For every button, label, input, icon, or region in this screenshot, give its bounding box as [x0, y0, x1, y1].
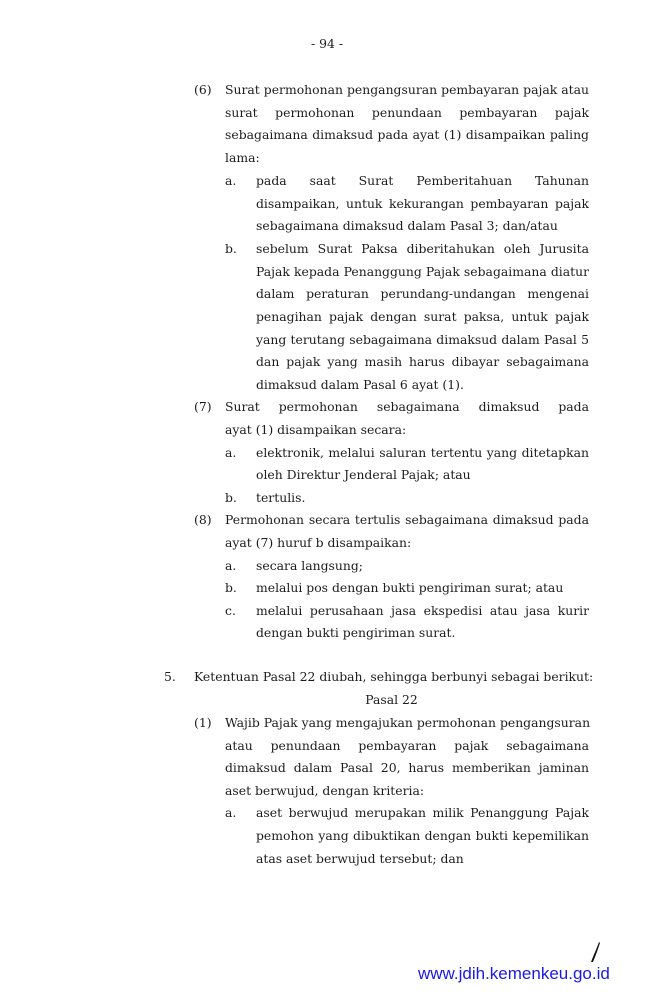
sub-text-line: disampaikan, untuk kekurangan pembayaran pajak: [256, 196, 589, 211]
sub-letter: b.: [225, 241, 237, 256]
sub-letter: a.: [225, 445, 237, 460]
sub-letter: a.: [225, 805, 237, 820]
sub-text-line: sebelum Surat Paksa diberitahukan oleh Jurusita: [256, 241, 589, 256]
ayat-text-line: sebagaimana dimaksud pada ayat (1) disampaikan paling: [225, 127, 589, 142]
sub-text-line: atas aset berwujud tersebut; dan: [256, 851, 464, 866]
sub-text-line: aset berwujud merupakan milik Penanggung Pajak: [256, 805, 589, 820]
ayat-number: (1): [194, 715, 212, 730]
ayat-number: (7): [194, 399, 212, 414]
sub-text-line: melalui pos dengan bukti pengiriman surat; atau: [256, 580, 564, 595]
sub-letter: c.: [225, 603, 236, 618]
ayat-text-line: Wajib Pajak yang mengajukan permohonan pengangsuran: [225, 715, 591, 730]
ayat-text-line: Surat permohonan pengangsuran pembayaran pajak atau: [225, 82, 589, 97]
sub-text-line: elektronik, melalui saluran tertentu yang ditetapkan: [256, 445, 589, 460]
sub-text-line: pada saat Surat Pemberitahuan Tahunan: [256, 173, 589, 188]
sub-letter: b.: [225, 490, 237, 505]
sub-text-line: dengan bukti pengiriman surat.: [256, 625, 456, 640]
section-text: Ketentuan Pasal 22 diubah, sehingga berbunyi sebagai berikut:: [194, 669, 594, 684]
sub-letter: a.: [225, 558, 237, 573]
sub-letter: a.: [225, 173, 237, 188]
ayat-text-line: Surat permohonan sebagaimana dimaksud pada: [225, 399, 589, 414]
footer-url[interactable]: www.jdih.kemenkeu.go.id: [418, 964, 610, 983]
ayat-text-line: ayat (1) disampaikan secara:: [225, 422, 407, 437]
sub-text-line: penagihan pajak dengan surat paksa, untuk pajak: [256, 309, 589, 324]
sub-text-line: oleh Direktur Jenderal Pajak; atau: [256, 467, 471, 482]
ayat-number: (6): [194, 82, 212, 97]
ayat-text-line: Permohonan secara tertulis sebagaimana dimaksud pada: [225, 512, 589, 527]
ayat-text-line: dimaksud dalam Pasal 20, harus memberikan jaminan: [225, 760, 589, 775]
sub-text-line: yang terutang sebagaimana dimaksud dalam Pasal 5: [256, 332, 589, 347]
ayat-text-line: ayat (7) huruf b disampaikan:: [225, 535, 412, 550]
sub-text-line: dan pajak yang masih harus dibayar sebagaimana: [256, 354, 589, 369]
sub-text-line: Pajak kepada Penanggung Pajak sebagaimana diatur: [256, 264, 589, 279]
ayat-text-line: surat permohonan penundaan pembayaran pajak: [225, 105, 589, 120]
sub-text-line: secara langsung;: [256, 558, 363, 573]
sub-text-line: tertulis.: [256, 490, 306, 505]
ayat-text-line: lama:: [225, 150, 260, 165]
ayat-text-line: atau penundaan pembayaran pajak sebagaimana: [225, 738, 589, 753]
sub-text-line: pemohon yang dibuktikan dengan bukti kepemilikan: [256, 828, 589, 843]
page-number: - 94 -: [310, 36, 344, 51]
sub-letter: b.: [225, 580, 237, 595]
ayat-number: (8): [194, 512, 212, 527]
sub-text-line: dimaksud dalam Pasal 6 ayat (1).: [256, 377, 464, 392]
pasal-heading: Pasal 22: [365, 692, 418, 707]
paraf-mark-icon: [588, 940, 602, 964]
sub-text-line: dalam peraturan perundang-undangan mengenai: [256, 286, 589, 301]
sub-text-line: melalui perusahaan jasa ekspedisi atau jasa kurir: [256, 603, 589, 618]
ayat-text-line: aset berwujud, dengan kriteria:: [225, 783, 425, 798]
sub-text-line: sebagaimana dimaksud dalam Pasal 3; dan/atau: [256, 218, 558, 233]
section-number: 5.: [164, 669, 176, 684]
